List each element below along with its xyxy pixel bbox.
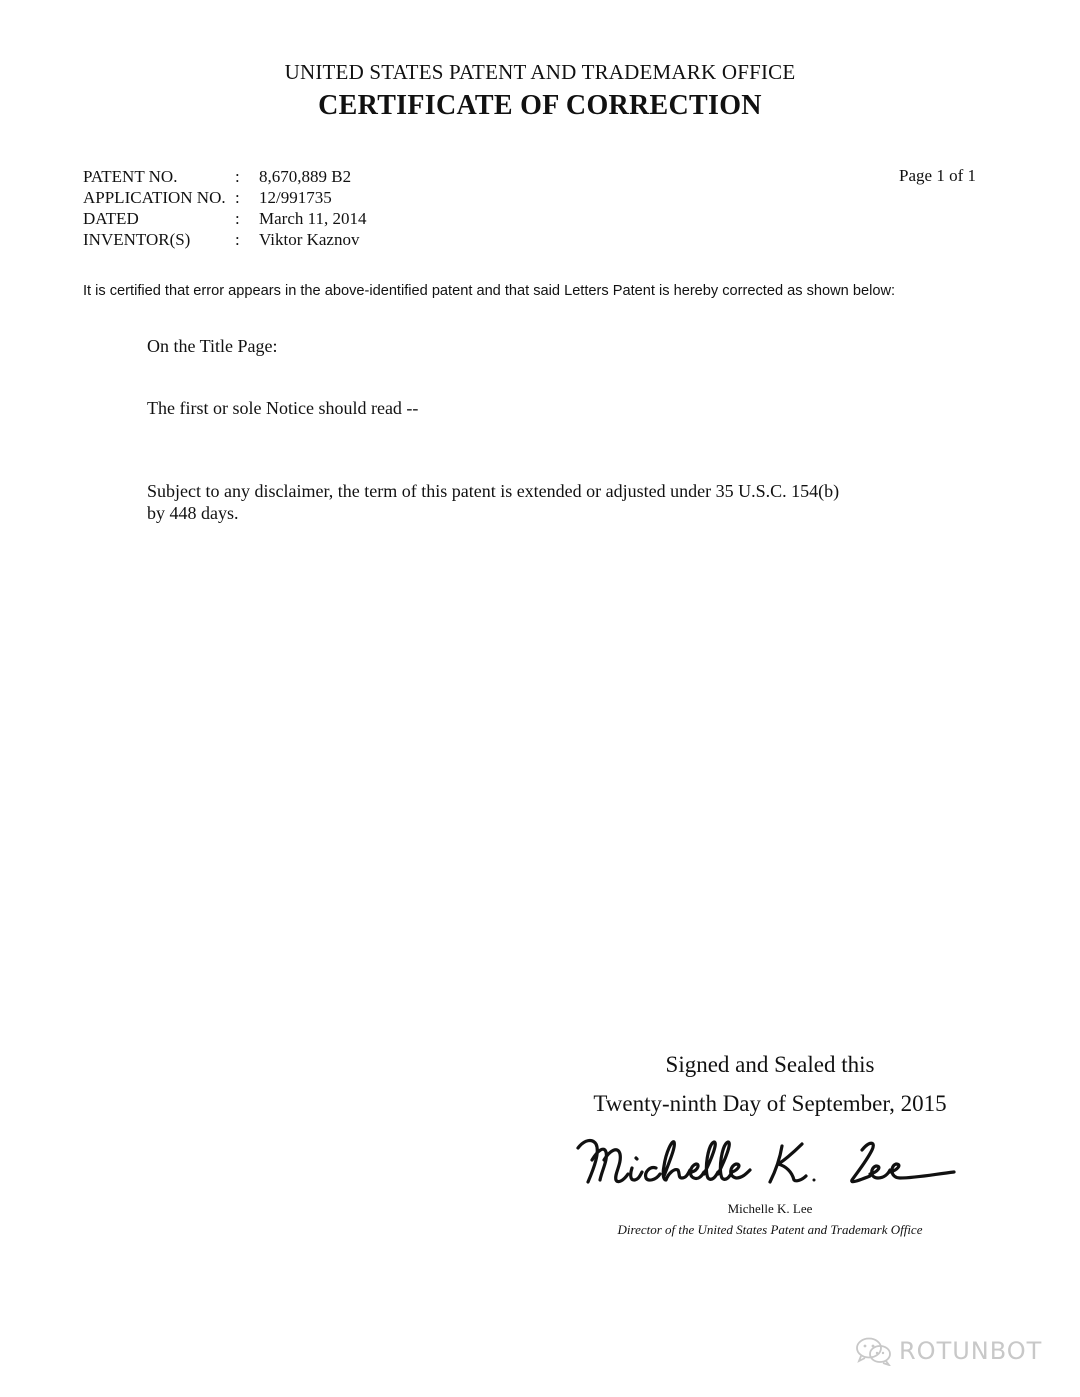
meta-separator: : <box>235 167 240 186</box>
meta-row-patent-no <box>83 166 367 187</box>
meta-separator: : <box>235 209 240 228</box>
meta-label: PATENT NO. <box>83 167 178 186</box>
meta-row-dated <box>83 208 367 229</box>
watermark-text: ROTUNBOT <box>899 1337 1043 1365</box>
patent-number: 8,670,889 B2 <box>259 167 352 186</box>
certificate-title: CERTIFICATE OF CORRECTION <box>318 90 762 121</box>
meta-label: DATED <box>83 209 139 228</box>
page-count: Page 1 of 1 <box>899 166 976 185</box>
wechat-icon <box>855 1336 893 1366</box>
corrected-notice <box>147 480 927 524</box>
office-name: UNITED STATES PATENT AND TRADEMARK OFFICE <box>284 60 796 84</box>
watermark <box>855 1336 1042 1366</box>
correction-location: On the Title Page: <box>147 336 278 356</box>
certification-statement: It is certified that error appears in the above-identified patent and that said Letters Patent is hereby corrected as shown below: <box>83 283 896 299</box>
handwritten-signature <box>570 1130 960 1200</box>
inventor-name: Viktor Kaznov <box>259 230 360 249</box>
corrected-notice-line1: Subject to any disclaimer, the term of this patent is extended or adjusted under 35 U.S.C. 154(b) <box>147 481 840 501</box>
signer-name: Michelle K. Lee <box>727 1201 813 1216</box>
meta-row-application-no <box>83 187 367 208</box>
correction-instruction: The first or sole Notice should read -- <box>147 398 419 418</box>
signed-date: Twenty-ninth Day of September, 2015 <box>593 1091 947 1116</box>
meta-separator: : <box>235 230 240 249</box>
dated-value: March 11, 2014 <box>259 209 367 228</box>
meta-label: APPLICATION NO. <box>83 188 226 207</box>
meta-row-inventor <box>83 229 367 250</box>
meta-separator: : <box>235 188 240 207</box>
meta-label: INVENTOR(S) <box>83 230 191 249</box>
application-number: 12/991735 <box>259 188 332 207</box>
signer-title: Director of the United States Patent and Trademark Office <box>617 1222 923 1237</box>
corrected-notice-line2: by 448 days. <box>147 503 239 523</box>
signed-sealed-text: Signed and Sealed this <box>665 1052 875 1077</box>
patent-meta <box>83 166 367 250</box>
